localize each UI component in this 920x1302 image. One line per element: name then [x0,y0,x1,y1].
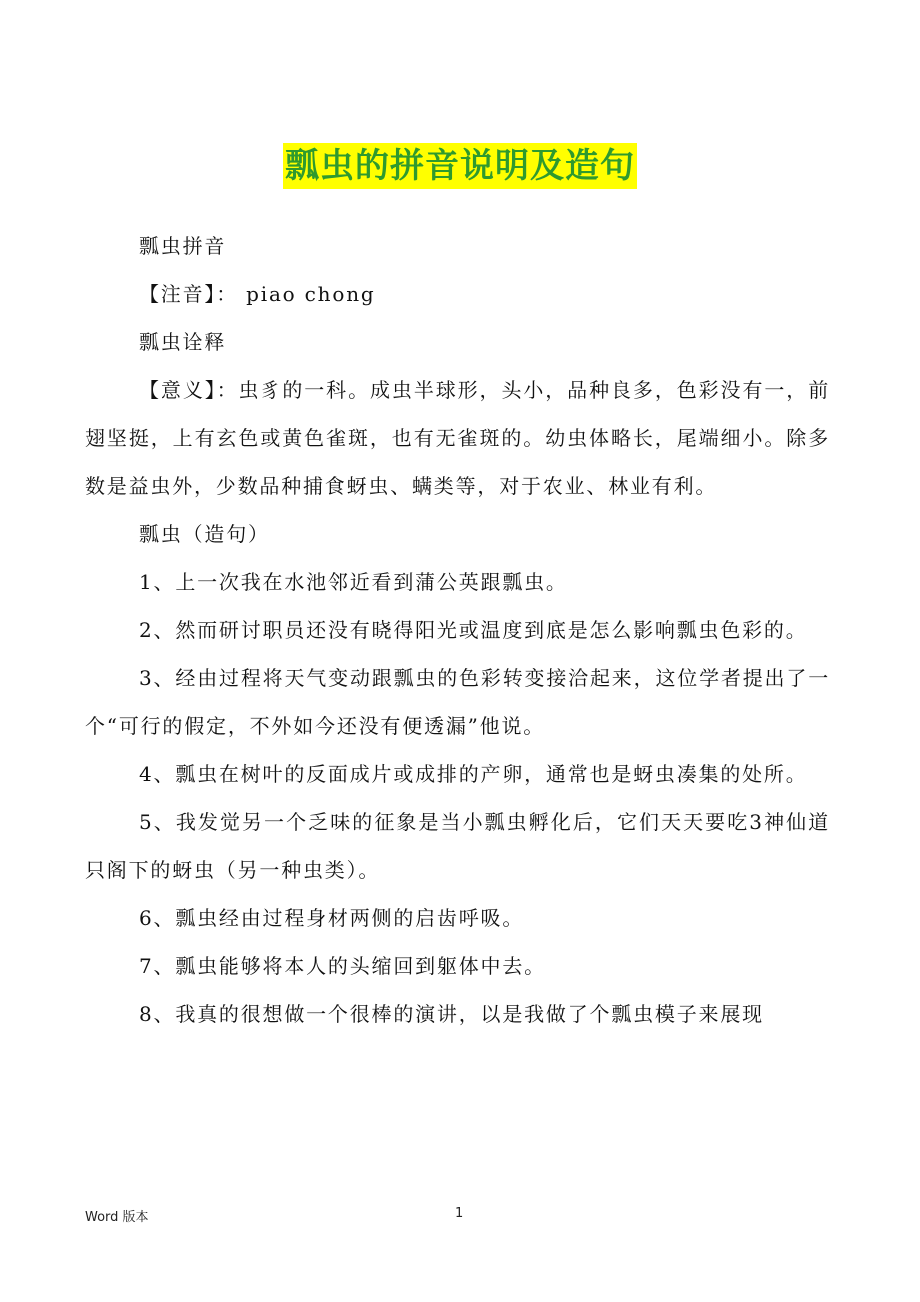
footer-page-number: 1 [455,1206,464,1221]
sentence-8: 8、我真的很想做一个很棒的演讲，以是我做了个瓢虫模子来展现 [139,1002,764,1026]
sentence-2: 2、然而研讨职员还没有晓得阳光或温度到底是怎么影响瓢虫色彩的。 [139,618,808,642]
sentence-6: 6、瓢虫经由过程身材两侧的启齿呼吸。 [139,906,525,930]
title-container [0,143,920,189]
sentence-4: 4、瓢虫在树叶的反面成片或成排的产卵，通常也是蚜虫凑集的处所。 [139,762,808,786]
sentence-3: 3、经由过程将天气变动跟瓢虫的色彩转变接洽起来，这位学者提出了一个“可行的假定，不外如今还没有便透漏”他说。 [85,666,830,738]
paragraph-pinyin-heading: 瓢虫拼音 [139,234,227,258]
footer-version-label: Word 版本 [85,1210,149,1225]
document-title: 瓢虫的拼音说明及造句 [283,143,637,189]
paragraph-zhuyin: 【注音】： piao chong [139,282,376,306]
paragraph-sentence-heading: 瓢虫（造句） [139,522,270,546]
document-body [85,222,830,1038]
sentence-1: 1、上一次我在水池邻近看到蒲公英跟瓢虫。 [139,570,568,594]
sentence-5: 5、我发觉另一个乏味的征象是当小瓢虫孵化后，它们天天要吃3神仙道只阁下的蚜虫（另一种虫类）。 [85,810,830,882]
paragraph-explanation-heading: 瓢虫诠释 [139,330,227,354]
paragraph-meaning: 【意义】：虫豸的一科。成虫半球形，头小，品种良多，色彩没有一，前翅坚挺，上有玄色或黄色雀斑，也有无雀斑的。幼虫体略长，尾端细小。除多数是益虫外，少数品种捕食蚜虫、螨类等，对于农业、林业有利。 [85,378,830,498]
sentence-7: 7、瓢虫能够将本人的头缩回到躯体中去。 [139,954,546,978]
